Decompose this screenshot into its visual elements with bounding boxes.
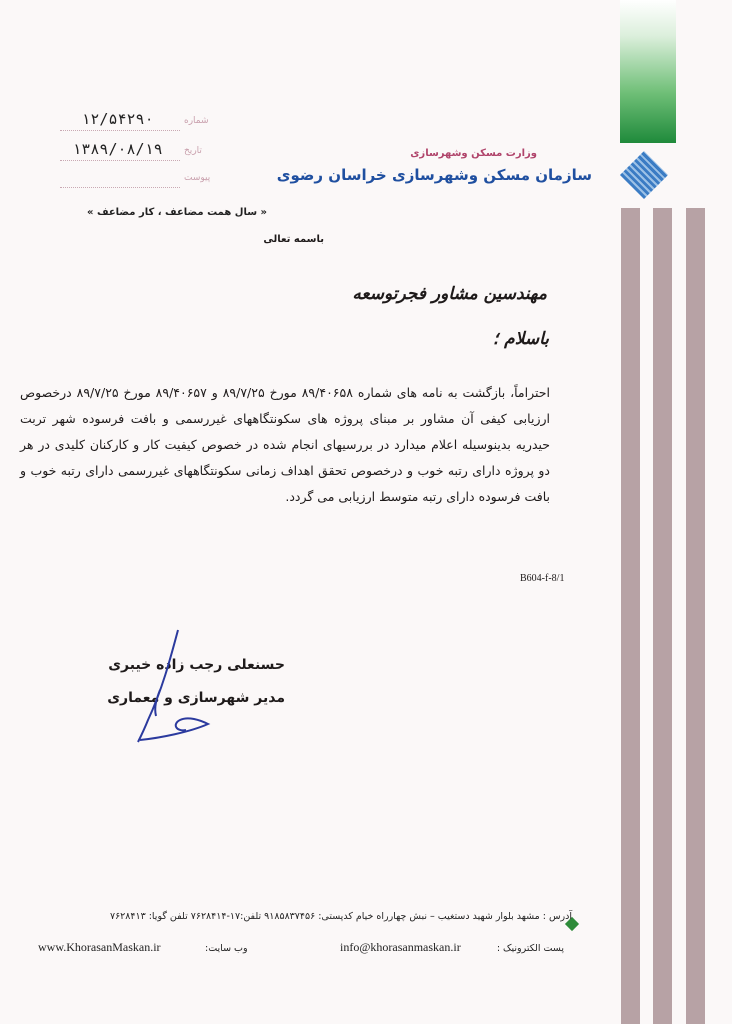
attachment-line [60, 187, 180, 188]
reference-code: B604-f-8/1 [520, 573, 565, 584]
number-value: ۱۲/۵۴۲۹۰ [81, 110, 154, 128]
date-field [60, 140, 220, 162]
green-stripe [620, 0, 676, 143]
date-value: ۱۳۸۹/۰۸/۱۹ [72, 140, 163, 158]
number-line [60, 130, 180, 131]
attachment-label: پیوست [184, 173, 211, 183]
signatory-title: مدیر شهرسازی و معماری [107, 690, 285, 706]
greeting: باسلام ؛ [492, 329, 549, 349]
ministry-name: وزارت مسکن وشهرسازی [410, 148, 537, 159]
footer-address: آدرس : مشهد بلوار شهید دستغیب – نبش چهارراه خیام کدپستی: ۹۱۸۵۸۳۷۴۵۶ تلفن:۱۷-۷۶۲۸۴۱۴ تلفن گویا: ۷۶۲۸۴۱۳ [109, 911, 572, 922]
date-line [60, 160, 180, 161]
email-link[interactable]: info@khorasanmaskan.ir [340, 940, 461, 954]
gray-stripe-2 [653, 208, 672, 1024]
number-label: شماره [184, 116, 209, 126]
number-field [60, 110, 220, 132]
date-label: تاریخ [184, 146, 202, 156]
signatory-name: حسنعلی رجب زاده خیبری [108, 657, 285, 673]
letter-body: احتراماً، بازگشت به نامه های شماره ۸۹/۴۰۶۵۸ مورخ ۸۹/۷/۲۵ و ۸۹/۴۰۶۵۷ مورخ ۸۹/۷/۲۵ درخصوص ارزیابی کیفی آن مشاور بر مبنای پروژه های سکونتگاههای غیررسمی و بافت فرسوده شهر تربت حیدریه بدینوسیله اعلام میدارد در بررسیهای انجام شده در خصوص کیفیت کار و کارکنان کلیدی در هر دو پروژه دارای رتبه خوب و درخصوص تحقق اهداف زمانی سکونتگاههای غیررسمی دارای رتبه خوب و بافت فرسوده دارای رتبه متوسط ارزیابی می گردد. [20, 385, 550, 504]
email-label: پست الکترونیک : [496, 943, 564, 954]
handwritten-signature [100, 620, 220, 755]
gray-stripe-1 [621, 208, 640, 1024]
website-link[interactable]: www.KhorasanMaskan.ir [38, 940, 161, 954]
logo-diamond-icon [620, 151, 668, 199]
organization-name: سازمان مسکن وشهرسازی خراسان رضوی [276, 166, 592, 184]
website-label: وب سایت: [205, 943, 248, 954]
recipient: مهندسین مشاور فجرتوسعه [352, 284, 547, 304]
slogan: « سال همت مضاعف ، کار مضاعف » [87, 207, 267, 218]
attachment-field [60, 167, 220, 189]
basmala: باسمه تعالی [263, 234, 324, 245]
gray-stripe-3 [686, 208, 705, 1024]
